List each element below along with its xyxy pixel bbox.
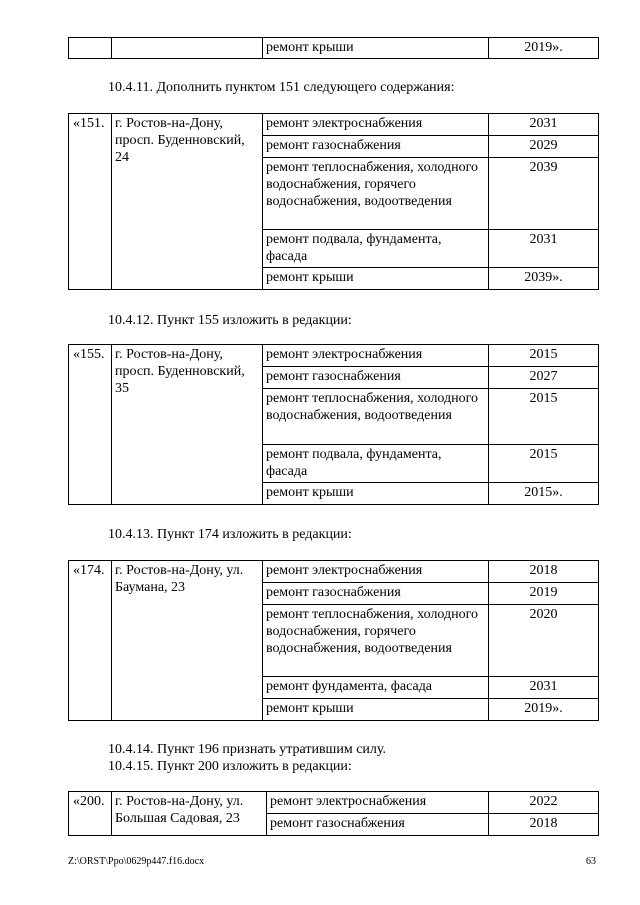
footer-file-path: Z:\ORST\Ppo\0629p447.f16.docx [68, 856, 205, 867]
cell-empty [112, 38, 263, 59]
item-number: «151. [69, 114, 112, 290]
item-address: г. Ростов-на-Дону, ул. Большая Садовая, 23 [112, 792, 267, 836]
repair-year: 2031 [489, 230, 599, 268]
repair-year: 2029 [489, 136, 599, 158]
paragraph-10-4-11: 10.4.11. Дополнить пунктом 151 следующего содержания: [108, 80, 455, 95]
repair-type: ремонт крыши [263, 699, 489, 721]
repair-type: ремонт подвала, фундамента, фасада [263, 230, 489, 268]
repair-type: ремонт теплоснабжения, холодного водоснабжения, горячего водоснабжения, водоотведения [263, 158, 489, 230]
item-number: «200. [69, 792, 112, 836]
repair-year: 2031 [489, 114, 599, 136]
repair-type: ремонт фундамента, фасада [263, 677, 489, 699]
repair-year: 2019 [489, 583, 599, 605]
repair-type: ремонт электроснабжения [263, 561, 489, 583]
repair-type: ремонт крыши [263, 38, 489, 59]
paragraph-10-4-12: 10.4.12. Пункт 155 изложить в редакции: [108, 313, 352, 328]
table-top-continuation [68, 37, 599, 59]
repair-year: 2018 [489, 561, 599, 583]
repair-type: ремонт подвала, фундамента, фасада [263, 445, 489, 483]
repair-type: ремонт теплоснабжения, холодного водоснабжения, горячего водоснабжения, водоотведения [263, 605, 489, 677]
repair-type: ремонт крыши [263, 268, 489, 290]
repair-year: 2022 [489, 792, 599, 814]
repair-type: ремонт электроснабжения [267, 792, 489, 814]
paragraph-10-4-15: 10.4.15. Пункт 200 изложить в редакции: [108, 759, 352, 774]
repair-year: 2019». [489, 699, 599, 721]
repair-type: ремонт электроснабжения [263, 114, 489, 136]
repair-year: 2015 [489, 345, 599, 367]
table-item-155 [68, 344, 599, 505]
repair-year: 2039 [489, 158, 599, 230]
table-item-151 [68, 113, 599, 290]
repair-type: ремонт газоснабжения [263, 367, 489, 389]
repair-year: 2015 [489, 389, 599, 445]
repair-year: 2031 [489, 677, 599, 699]
repair-year: 2015». [489, 483, 599, 505]
repair-year: 2019». [489, 38, 599, 59]
item-address: г. Ростов-на-Дону, просп. Буденновский, 35 [112, 345, 263, 505]
repair-type: ремонт электроснабжения [263, 345, 489, 367]
item-address: г. Ростов-на-Дону, ул. Баумана, 23 [112, 561, 263, 721]
repair-year: 2039». [489, 268, 599, 290]
repair-year: 2018 [489, 814, 599, 836]
paragraph-10-4-13: 10.4.13. Пункт 174 изложить в редакции: [108, 527, 352, 542]
table-item-200 [68, 791, 599, 836]
table-item-174 [68, 560, 599, 721]
paragraph-10-4-14: 10.4.14. Пункт 196 признать утратившим силу. [108, 742, 386, 757]
repair-type: ремонт газоснабжения [267, 814, 489, 836]
item-number: «174. [69, 561, 112, 721]
repair-type: ремонт крыши [263, 483, 489, 505]
repair-year: 2015 [489, 445, 599, 483]
cell-empty [69, 38, 112, 59]
item-address: г. Ростов-на-Дону, просп. Буденновский, 24 [112, 114, 263, 290]
footer-page-number: 63 [586, 856, 596, 867]
repair-type: ремонт газоснабжения [263, 136, 489, 158]
repair-year: 2020 [489, 605, 599, 677]
repair-type: ремонт теплоснабжения, холодного водоснабжения, водоотведения [263, 389, 489, 445]
repair-year: 2027 [489, 367, 599, 389]
repair-type: ремонт газоснабжения [263, 583, 489, 605]
item-number: «155. [69, 345, 112, 505]
